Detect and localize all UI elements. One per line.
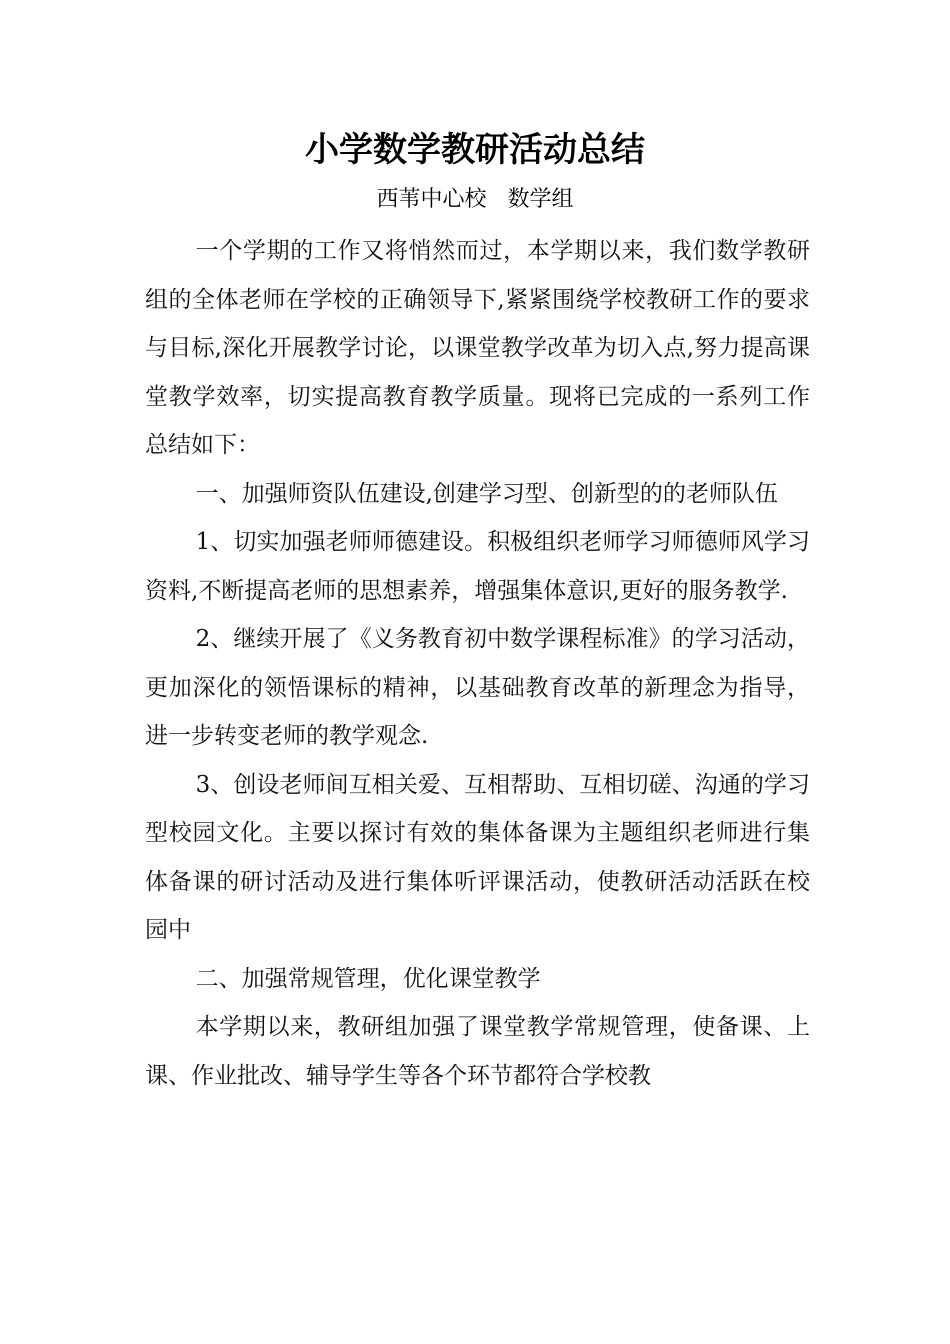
document-title: 小学数学教研活动总结 (305, 130, 645, 170)
paragraph-section-2: 本学期以来，教研组加强了课堂教学常规管理，使备课、上课、作业批改、辅导学生等各个环节都符合学校教 (145, 1014, 810, 1089)
document-subtitle: 西苇中心校 数学组 (376, 187, 574, 212)
paragraph-intro: 一个学期的工作又将悄然而过，本学期以来，我们数学教研组的全体老师在学校的正确领导下,紧紧围绕学校教研工作的要求与目标,深化开展教学讨论，以课堂教学改革为切入点,努力提高课堂教学效率，切实提高教育教学质量。现将已完成的一系列工作总结如下： (145, 238, 810, 458)
paragraph-item-2: 2、继续开展了《义务教育初中数学课程标准》的学习活动，更加深化的领悟课标的精神，以基础教育改革的新理念为指导，进一步转变老师的教学观念. (145, 626, 810, 749)
paragraph-item-3: 3、创设老师间互相关爱、互相帮助、互相切磋、沟通的学习型校园文化。主要以探讨有效的集体备课为主题组织老师进行集体备课的研讨活动及进行集体听评课活动，使教研活动活跃在校园中 (145, 771, 810, 943)
paragraph-item-1: 1、切实加强老师师德建设。积极组织老师学习师德师风学习资料,不断提高老师的思想素养，增强集体意识,更好的服务教学. (145, 529, 810, 604)
document-body (145, 227, 810, 1100)
section-heading-2: 二、加强常规管理，优化课堂教学 (195, 965, 541, 992)
section-heading-1: 一、加强师资队伍建设,创建学习型、创新型的的老师队伍 (195, 480, 778, 507)
